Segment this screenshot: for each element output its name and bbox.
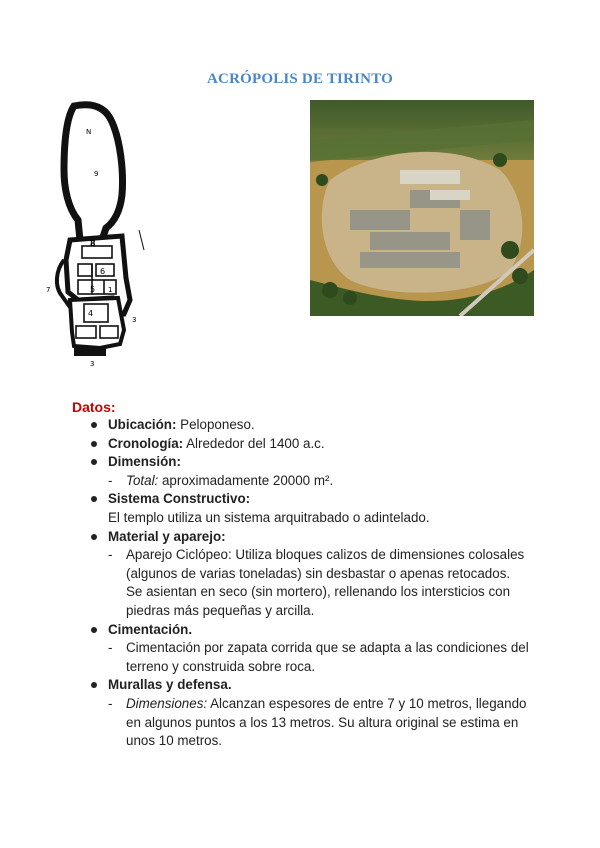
label-ubicacion: Ubicación: [108, 417, 177, 432]
text-sistema: El templo utiliza un sistema arquitrabado o adintelado. [108, 509, 430, 525]
plan-label-1: 1 [108, 286, 113, 294]
subvalue-dimensiones: Alcanzan espesores de entre 7 y 10 metros, llegando en algunos puntos a los 13 metros. Su altura original se estima en unos 10 metros. [126, 695, 527, 749]
label-dimension: Dimensión: [108, 454, 181, 470]
value-cronologia: Alrededor del 1400 a.c. [183, 435, 325, 451]
subvalue-total: aproximadamente 20000 m². [158, 472, 334, 488]
sub-item-cimentacion [90, 639, 530, 676]
label-material: Material y aparejo: [108, 528, 226, 544]
item-dimension [90, 453, 530, 472]
plan-label-8: 8 [90, 239, 96, 248]
page-title: ACRÓPOLIS DE TIRINTO [207, 71, 393, 87]
label-cronologia: Cronología: [108, 435, 184, 451]
text-cimentacion: Cimentación por zapata corrida que se adapta a las condiciones del terreno y construida sobre roca. [126, 640, 529, 674]
aerial-site-photo-icon [310, 100, 534, 316]
plan-label-3b: 3 [90, 360, 95, 368]
plan-label-n: N [86, 128, 92, 136]
plan-label-7: 7 [46, 286, 51, 294]
sub-item-total [90, 472, 530, 491]
label-murallas: Murallas y defensa. [108, 677, 232, 693]
plan-label-6: 6 [100, 267, 106, 276]
item-cimentacion [90, 621, 530, 640]
label-cimentacion: Cimentación. [108, 621, 193, 637]
plan-label-5: 5 [90, 285, 96, 294]
text-material: Aparejo Ciclópeo: Utiliza bloques calizos de dimensiones colosales (algunos de varias toneladas) sin desbastar o apenas retocados. Se asientan en seco (sin mortero), rellenando los intersticios con piedras más pequeñas y arcilla. [126, 547, 525, 618]
sub-item-material [90, 546, 530, 620]
item-material [90, 528, 530, 547]
sublabel-dimensiones: Dimensiones: [126, 695, 208, 711]
plan-label-4: 4 [88, 309, 94, 318]
item-murallas [90, 676, 530, 695]
plan-label-3a: 3 [132, 316, 137, 324]
plan-label-9: 9 [94, 170, 99, 178]
item-sistema [90, 490, 530, 509]
data-list [90, 416, 530, 751]
site-plan-icon [44, 100, 164, 370]
item-cronologia [90, 435, 530, 454]
section-title: Datos: [72, 399, 116, 415]
sublabel-total: Total: [126, 472, 159, 488]
item-ubicacion [90, 416, 530, 435]
sub-item-murallas [90, 695, 530, 751]
label-sistema: Sistema Constructivo: [108, 491, 251, 507]
value-ubicacion: Peloponeso. [176, 417, 255, 432]
